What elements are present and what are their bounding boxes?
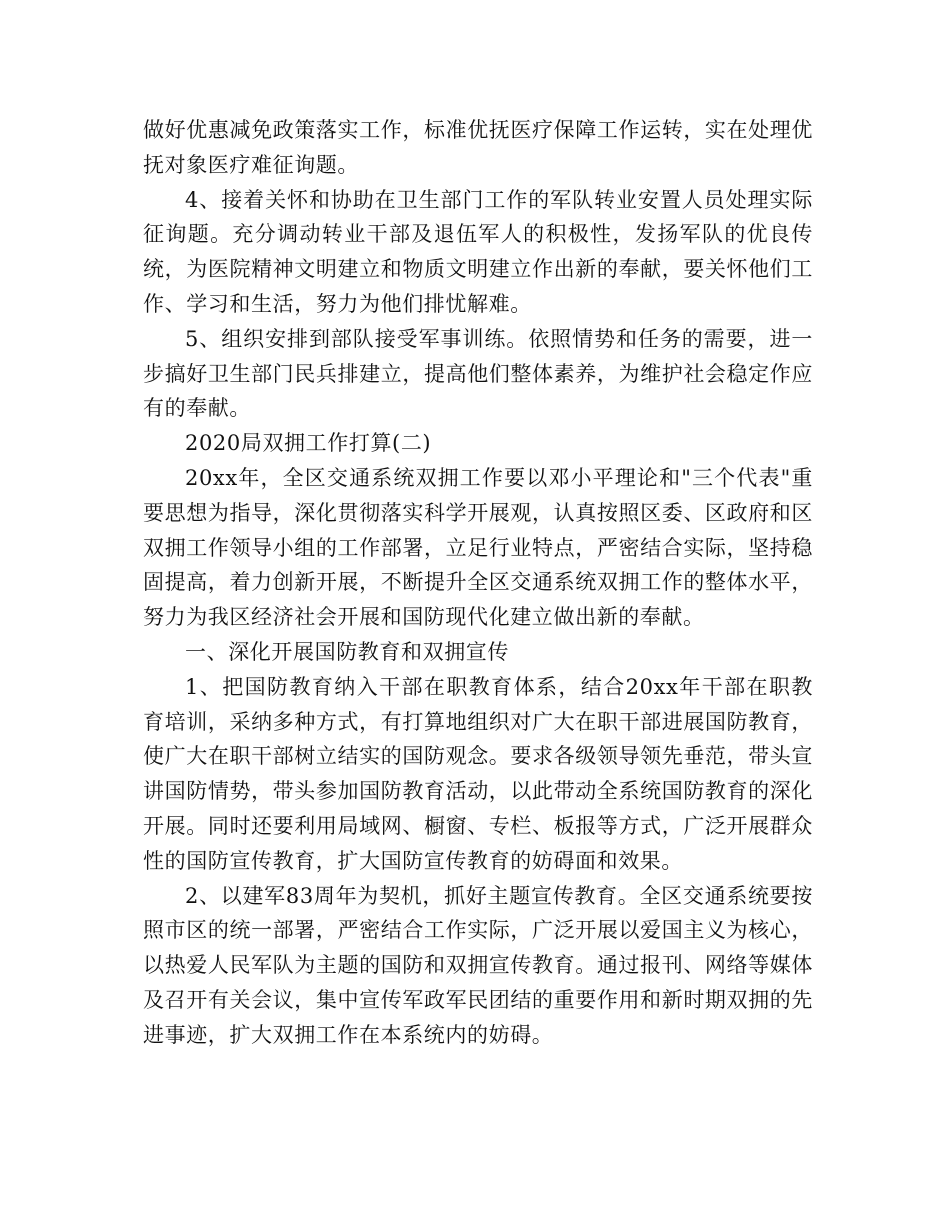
paragraph-item-2: 2、以建军83周年为契机，抓好主题宣传教育。全区交通系统要按照市区的统一部署，严密结合工作实际，广泛开展以爱国主义为核心，以热爱人民军队为主题的国防和双拥宣传教育。通过报刊、网络等媒体及召开有关会议，集中宣传军政军民团结的重要作用和新时期双拥的先进事迹，扩大双拥工作在本系统内的妨碍。 [143, 883, 813, 1047]
paragraph-item-1: 1、把国防教育纳入干部在职教育体系，结合20xx年干部在职教育培训，采纳多种方式，有打算地组织对广大在职干部进展国防教育，使广大在职干部树立结实的国防观念。要求各级领导领先垂范，带头宣讲国防情势，带头参加国防教育活动，以此带动全系统国防教育的深化开展。同时还要利用局域网、橱窗、专栏、板报等方式，广泛开展群众性的国防宣传教育，扩大国防宣传教育的妨碍面和效果。 [143, 674, 813, 873]
paragraph-intro: 20xx年，全区交通系统双拥工作要以邓小平理论和"三个代表"重要思想为指导，深化贯彻落实科学开展观，认真按照区委、区政府和区双拥工作领导小组的工作部署，立足行业特点，严密结合实际，坚持稳固提高，着力创新开展，不断提升全区交通系统双拥工作的整体水平，努力为我区经济社会开展和国防现代化建立做出新的奉献。 [143, 465, 813, 630]
paragraph-item-4: 4、接着关怀和协助在卫生部门工作的军队转业安置人员处理实际征询题。充分调动转业干部及退伍军人的积极性，发扬军队的优良传统，为医院精神文明建立和物质文明建立作出新的奉献，要关怀他们工作、学习和生活，努力为他们排忧解难。 [143, 187, 813, 316]
paragraph-item-5: 5、组织安排到部队接受军事训练。依照情势和任务的需要，进一步搞好卫生部门民兵排建立，提高他们整体素养，为维护社会稳定作应有的奉献。 [143, 326, 813, 421]
section-title: 2020局双拥工作打算(二) [185, 431, 432, 456]
section-heading-1: 一、深化开展国防教育和双拥宣传 [185, 639, 509, 664]
document-body [143, 113, 813, 1053]
paragraph-continuation: 做好优惠减免政策落实工作，标准优抚医疗保障工作运转，实在处理优抚对象医疗难征询题。 [143, 118, 813, 177]
